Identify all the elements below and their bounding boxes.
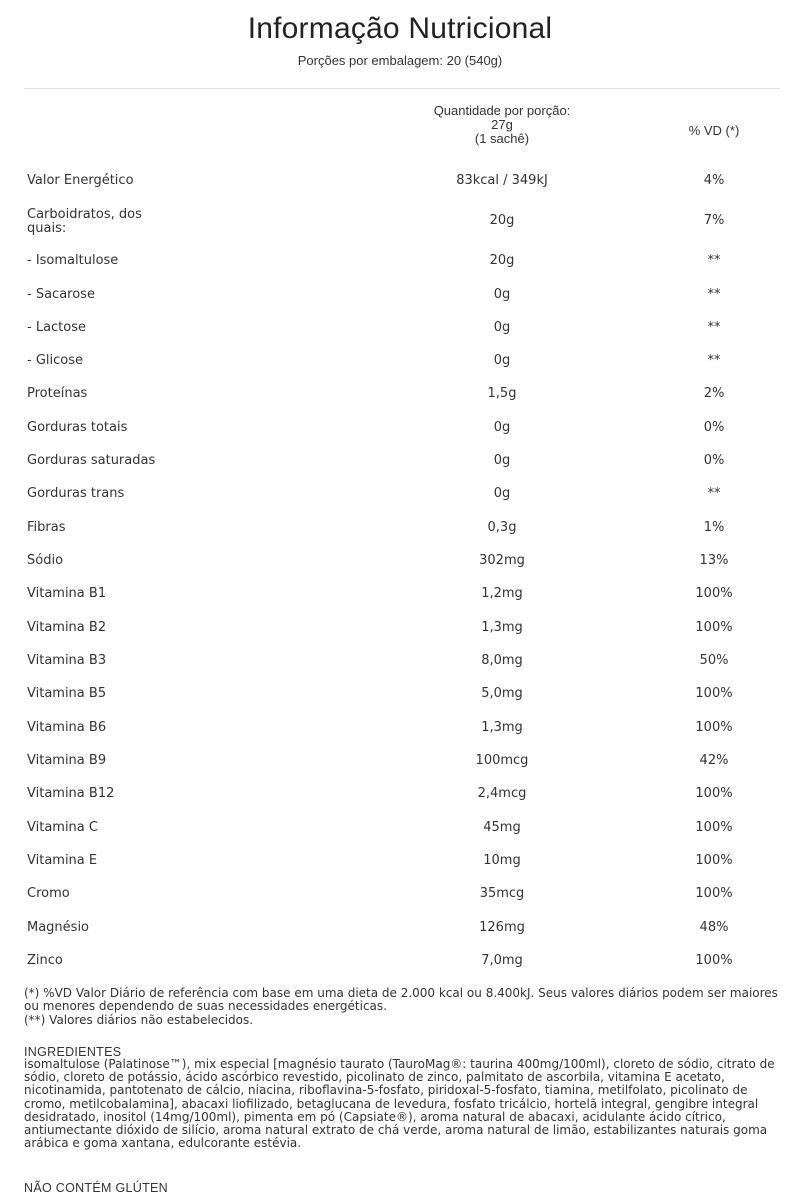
table-row — [0, 254, 800, 282]
nutrient-name: Vitamina B5 — [27, 686, 107, 701]
ingredients-title: INGREDIENTES — [24, 1045, 122, 1059]
nutrient-daily-value: 1% — [703, 520, 725, 535]
table-row — [0, 654, 800, 682]
table-row — [0, 421, 800, 449]
table-row — [0, 954, 800, 982]
table-row — [0, 354, 800, 382]
table-row — [0, 208, 800, 236]
nutrient-quantity: 1,3mg — [481, 620, 523, 635]
nutrient-quantity: 0g — [493, 420, 511, 435]
nutrient-daily-value: ** — [707, 253, 721, 268]
nutrient-daily-value: 50% — [699, 653, 729, 668]
nutrient-daily-value: 13% — [699, 553, 729, 568]
nutrient-daily-value: ** — [707, 320, 721, 335]
nutrient-quantity: 20g — [489, 253, 515, 268]
nutrient-daily-value: 4% — [703, 173, 725, 188]
nutrient-quantity: 1,5g — [487, 386, 517, 401]
nutrient-daily-value: ** — [707, 287, 721, 302]
nutrient-daily-value: 100% — [695, 953, 733, 968]
nutrient-name: Vitamina C — [27, 820, 98, 835]
table-row — [0, 921, 800, 949]
table-row — [0, 687, 800, 715]
table-row — [0, 321, 800, 349]
table-row — [0, 487, 800, 515]
footnote-daily-value: (*) %VD Valor Diário de referência com base em uma dieta de 2.000 kcal ou 8.400kJ. Seus valores diários podem ser maiores ou menores dependendo de suas necessidades energéticas. — [24, 986, 778, 1013]
nutrient-name: Proteínas — [27, 386, 88, 401]
column-header-quantity-amount: 27g — [491, 117, 513, 132]
nutrient-name: Vitamina B2 — [27, 620, 107, 635]
nutrient-daily-value: 100% — [695, 886, 733, 901]
nutrient-name: - Glicose — [27, 353, 83, 368]
nutrient-quantity: 0g — [493, 320, 511, 335]
nutrient-name: Gorduras trans — [27, 486, 125, 501]
column-header-quantity — [392, 104, 612, 146]
nutrient-quantity: 7,0mg — [481, 953, 523, 968]
nutrient-quantity: 126mg — [479, 920, 525, 935]
table-row — [0, 288, 800, 316]
nutrient-daily-value: 100% — [695, 620, 733, 635]
nutrient-name: Fibras — [27, 520, 66, 535]
column-header-daily-value: % VD (*) — [688, 123, 740, 138]
nutrient-daily-value: 100% — [695, 586, 733, 601]
table-row — [0, 554, 800, 582]
nutrient-quantity: 83kcal / 349kJ — [456, 173, 548, 188]
table-row — [0, 587, 800, 615]
nutrient-quantity: 2,4mcg — [477, 786, 527, 801]
nutrient-daily-value: 100% — [695, 853, 733, 868]
nutrient-quantity: 1,3mg — [481, 720, 523, 735]
nutrient-quantity: 302mg — [479, 553, 525, 568]
nutrient-name: Valor Energético — [27, 173, 134, 188]
nutrient-quantity: 1,2mg — [481, 586, 523, 601]
table-row — [0, 621, 800, 649]
nutrient-name: Vitamina B9 — [27, 753, 107, 768]
nutrient-daily-value: 100% — [695, 786, 733, 801]
table-row — [0, 521, 800, 549]
table-row — [0, 174, 800, 202]
nutrient-name: Zinco — [27, 953, 63, 968]
table-row — [0, 754, 800, 782]
nutrient-daily-value: 100% — [695, 686, 733, 701]
table-row — [0, 821, 800, 849]
nutrient-quantity: 8,0mg — [481, 653, 523, 668]
table-row — [0, 454, 800, 482]
table-row — [0, 721, 800, 749]
nutrient-quantity: 0g — [493, 287, 511, 302]
nutrient-quantity: 5,0mg — [481, 686, 523, 701]
nutrient-name: Vitamina B3 — [27, 653, 107, 668]
nutrient-name: Vitamina B12 — [27, 786, 115, 801]
nutrient-name: - Isomaltulose — [27, 253, 119, 268]
nutrient-quantity: 35mcg — [479, 886, 525, 901]
nutrient-name: Sódio — [27, 553, 64, 568]
nutrient-quantity: 0g — [493, 453, 511, 468]
nutrient-quantity: 10mg — [483, 853, 521, 868]
nutrient-daily-value: 100% — [695, 720, 733, 735]
nutrient-name: Gorduras saturadas — [27, 453, 156, 468]
table-row — [0, 787, 800, 815]
page-title: Informação Nutricional — [247, 12, 553, 45]
nutrient-daily-value: ** — [707, 353, 721, 368]
nutrient-daily-value: 7% — [703, 213, 725, 228]
nutrient-name: Magnésio — [27, 920, 90, 935]
gluten-notice: NÃO CONTÉM GLÚTEN — [24, 1181, 168, 1195]
nutrient-daily-value: 0% — [703, 420, 725, 435]
nutrient-quantity: 0g — [493, 486, 511, 501]
nutrient-name: Cromo — [27, 886, 70, 901]
nutrient-daily-value: ** — [707, 486, 721, 501]
column-header-quantity-unit: (1 sachê) — [474, 131, 530, 146]
nutrient-daily-value: 0% — [703, 453, 725, 468]
table-row — [0, 887, 800, 915]
table-row — [0, 854, 800, 882]
nutrient-quantity: 20g — [489, 213, 515, 228]
nutrient-name: Carboidratos, dos quais: — [27, 207, 142, 236]
nutrient-quantity: 45mg — [483, 820, 521, 835]
nutrient-name: Vitamina E — [27, 853, 98, 868]
nutrient-daily-value: 100% — [695, 820, 733, 835]
nutrient-daily-value: 48% — [699, 920, 729, 935]
nutrient-name: - Sacarose — [27, 287, 95, 302]
nutrient-name: - Lactose — [27, 320, 87, 335]
footnote-not-established: (**) Valores diários não estabelecidos. — [24, 1013, 254, 1027]
nutrient-name: Vitamina B1 — [27, 586, 107, 601]
column-header-quantity-label: Quantidade por porção: — [433, 103, 571, 118]
nutrient-quantity: 0,3g — [487, 520, 517, 535]
servings-per-package: Porções por embalagem: 20 (540g) — [297, 53, 503, 68]
table-row — [0, 387, 800, 415]
nutrient-quantity: 100mcg — [475, 753, 529, 768]
nutrient-name: Gorduras totais — [27, 420, 128, 435]
ingredients-text: isomaltulose (Palatinose™), mix especial [magnésio taurato (TauroMag®: taurina 400mg/100ml), cloreto de sódio, citrato de sódio, cloreto de potássio, ácido ascórbico revestido, picolinato de zinco, palmitato de ascorbila, vitamina E acetato, nicotinamida, pantotenato de cálcio, niacina, riboflavina-5-fosfato, piridoxal-5-fosfato, tiamina, metilfolato, picolinato de cromo, metilcobalamina], abacaxi liofilizado, betaglucana de levedura, fosfato tricálcio, hortelã integral, gengibre integral desidratado, inositol (14mg/100ml), pimenta em pó (Capsiate®), aroma natural de abacaxi, acidulante ácido cítrico, antiumectante dióxido de silício, aroma natural extrato de chá verde, aroma natural de limão, estabilizantes naturais goma arábica e goma xantana, edulcorante estévia. — [24, 1057, 775, 1151]
nutrient-name: Vitamina B6 — [27, 720, 107, 735]
nutrient-quantity: 0g — [493, 353, 511, 368]
nutrient-daily-value: 2% — [703, 386, 725, 401]
header-divider — [24, 88, 780, 89]
nutrient-daily-value: 42% — [699, 753, 729, 768]
